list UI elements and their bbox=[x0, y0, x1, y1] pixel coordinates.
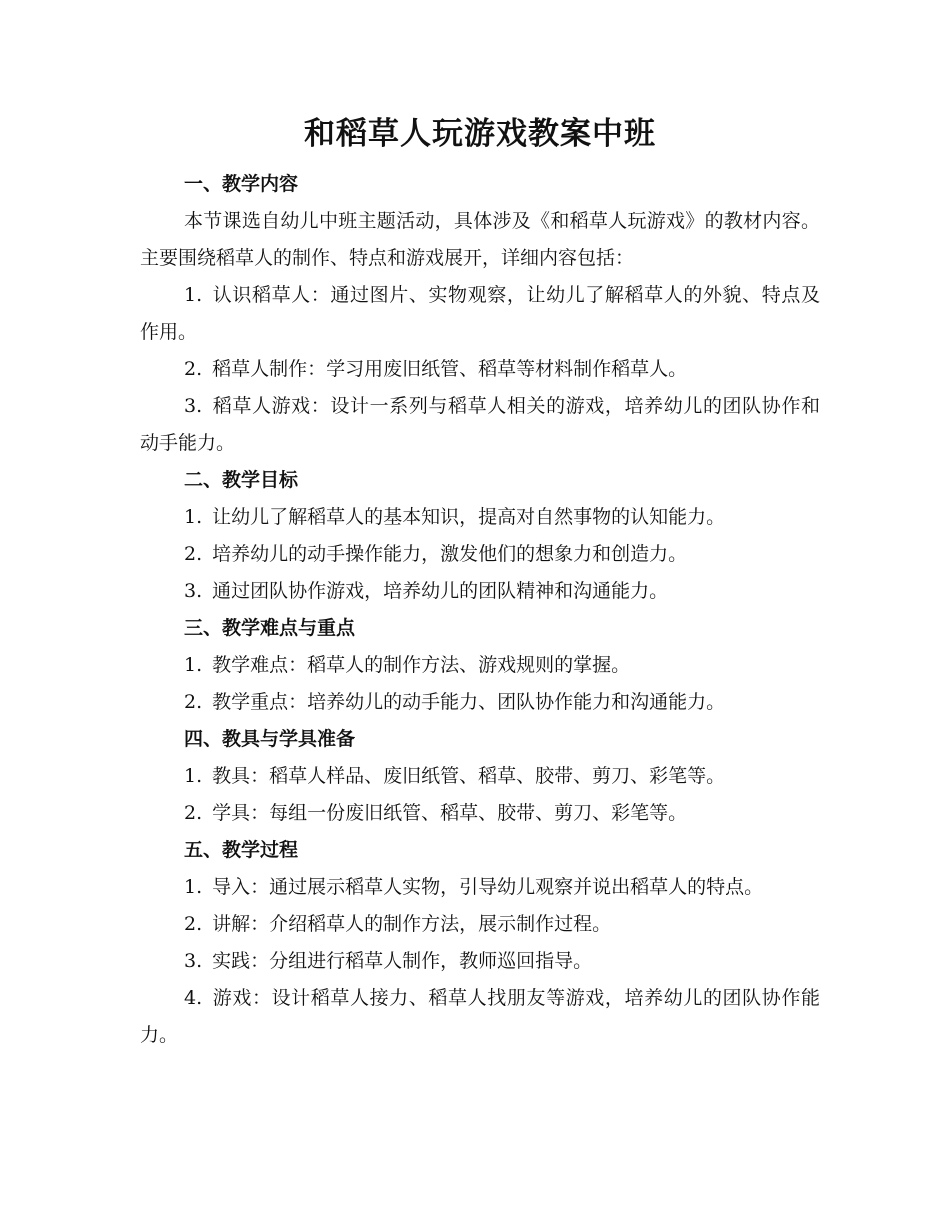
paragraph-number: 2. bbox=[184, 691, 203, 713]
paragraph-text: 通过团队协作游戏，培养幼儿的团队精神和沟通能力。 bbox=[212, 580, 669, 602]
document-body bbox=[140, 166, 820, 1054]
paragraph-number: 2. bbox=[184, 802, 203, 824]
numbered-paragraph bbox=[140, 536, 820, 573]
section-heading: 一、教学内容 bbox=[184, 173, 299, 195]
paragraph-text: 教学难点：稻草人的制作方法、游戏规则的掌握。 bbox=[212, 654, 631, 676]
document-section bbox=[140, 832, 820, 1054]
paragraph-text: 培养幼儿的动手操作能力，激发他们的想象力和创造力。 bbox=[212, 543, 688, 565]
paragraph-text: 导入：通过展示稻草人实物，引导幼儿观察并说出稻草人的特点。 bbox=[212, 876, 764, 898]
document-section bbox=[140, 610, 820, 721]
paragraph-number: 2. bbox=[184, 543, 203, 565]
paragraph-number: 1. bbox=[184, 654, 203, 676]
paragraph-text: 稻草人制作：学习用废旧纸管、稻草等材料制作稻草人。 bbox=[212, 358, 688, 380]
paragraph-text: 学具：每组一份废旧纸管、稻草、胶带、剪刀、彩笔等。 bbox=[212, 802, 688, 824]
paragraph-number: 1. bbox=[184, 876, 203, 898]
paragraph-number: 1. bbox=[184, 506, 203, 528]
paragraph-number: 1. bbox=[184, 765, 203, 787]
numbered-paragraph bbox=[140, 351, 820, 388]
numbered-paragraph bbox=[140, 943, 820, 980]
numbered-paragraph bbox=[140, 869, 820, 906]
numbered-paragraph bbox=[140, 277, 820, 351]
body-paragraph bbox=[140, 203, 820, 277]
numbered-paragraph bbox=[140, 647, 820, 684]
paragraph-text: 教具：稻草人样品、废旧纸管、稻草、胶带、剪刀、彩笔等。 bbox=[212, 765, 726, 787]
numbered-paragraph bbox=[140, 906, 820, 943]
paragraph-number: 2. bbox=[184, 913, 203, 935]
paragraph-number: 4. bbox=[184, 987, 203, 1009]
document-section bbox=[140, 462, 820, 610]
numbered-paragraph bbox=[140, 388, 820, 462]
paragraph-text: 认识稻草人：通过图片、实物观察，让幼儿了解稻草人的外貌、特点及作用。 bbox=[140, 284, 820, 343]
section-heading: 四、教具与学具准备 bbox=[184, 728, 356, 750]
document-title: 和稻草人玩游戏教案中班 bbox=[304, 116, 656, 152]
paragraph-text: 让幼儿了解稻草人的基本知识，提高对自然事物的认知能力。 bbox=[212, 506, 726, 528]
paragraph-text: 游戏：设计稻草人接力、稻草人找朋友等游戏，培养幼儿的团队协作能力。 bbox=[140, 987, 820, 1046]
section-heading: 二、教学目标 bbox=[184, 469, 299, 491]
numbered-paragraph bbox=[140, 795, 820, 832]
paragraph-text: 稻草人游戏：设计一系列与稻草人相关的游戏，培养幼儿的团队协作和动手能力。 bbox=[140, 395, 820, 454]
section-heading: 三、教学难点与重点 bbox=[184, 617, 356, 639]
paragraph-text: 本节课选自幼儿中班主题活动，具体涉及《和稻草人玩游戏》的教材内容。主要围绕稻草人的制作、特点和游戏展开，详细内容包括： bbox=[140, 210, 820, 269]
paragraph-number: 3. bbox=[184, 950, 203, 972]
numbered-paragraph bbox=[140, 980, 820, 1054]
document-section bbox=[140, 166, 820, 462]
paragraph-number: 2. bbox=[184, 358, 203, 380]
document-section bbox=[140, 721, 820, 832]
paragraph-text: 讲解：介绍稻草人的制作方法，展示制作过程。 bbox=[212, 913, 612, 935]
section-heading: 五、教学过程 bbox=[184, 839, 299, 861]
paragraph-number: 1. bbox=[184, 284, 203, 306]
numbered-paragraph bbox=[140, 573, 820, 610]
paragraph-number: 3. bbox=[184, 580, 203, 602]
numbered-paragraph bbox=[140, 499, 820, 536]
numbered-paragraph bbox=[140, 684, 820, 721]
paragraph-text: 教学重点：培养幼儿的动手能力、团队协作能力和沟通能力。 bbox=[212, 691, 726, 713]
numbered-paragraph bbox=[140, 758, 820, 795]
paragraph-text: 实践：分组进行稻草人制作，教师巡回指导。 bbox=[212, 950, 593, 972]
paragraph-number: 3. bbox=[184, 395, 203, 417]
